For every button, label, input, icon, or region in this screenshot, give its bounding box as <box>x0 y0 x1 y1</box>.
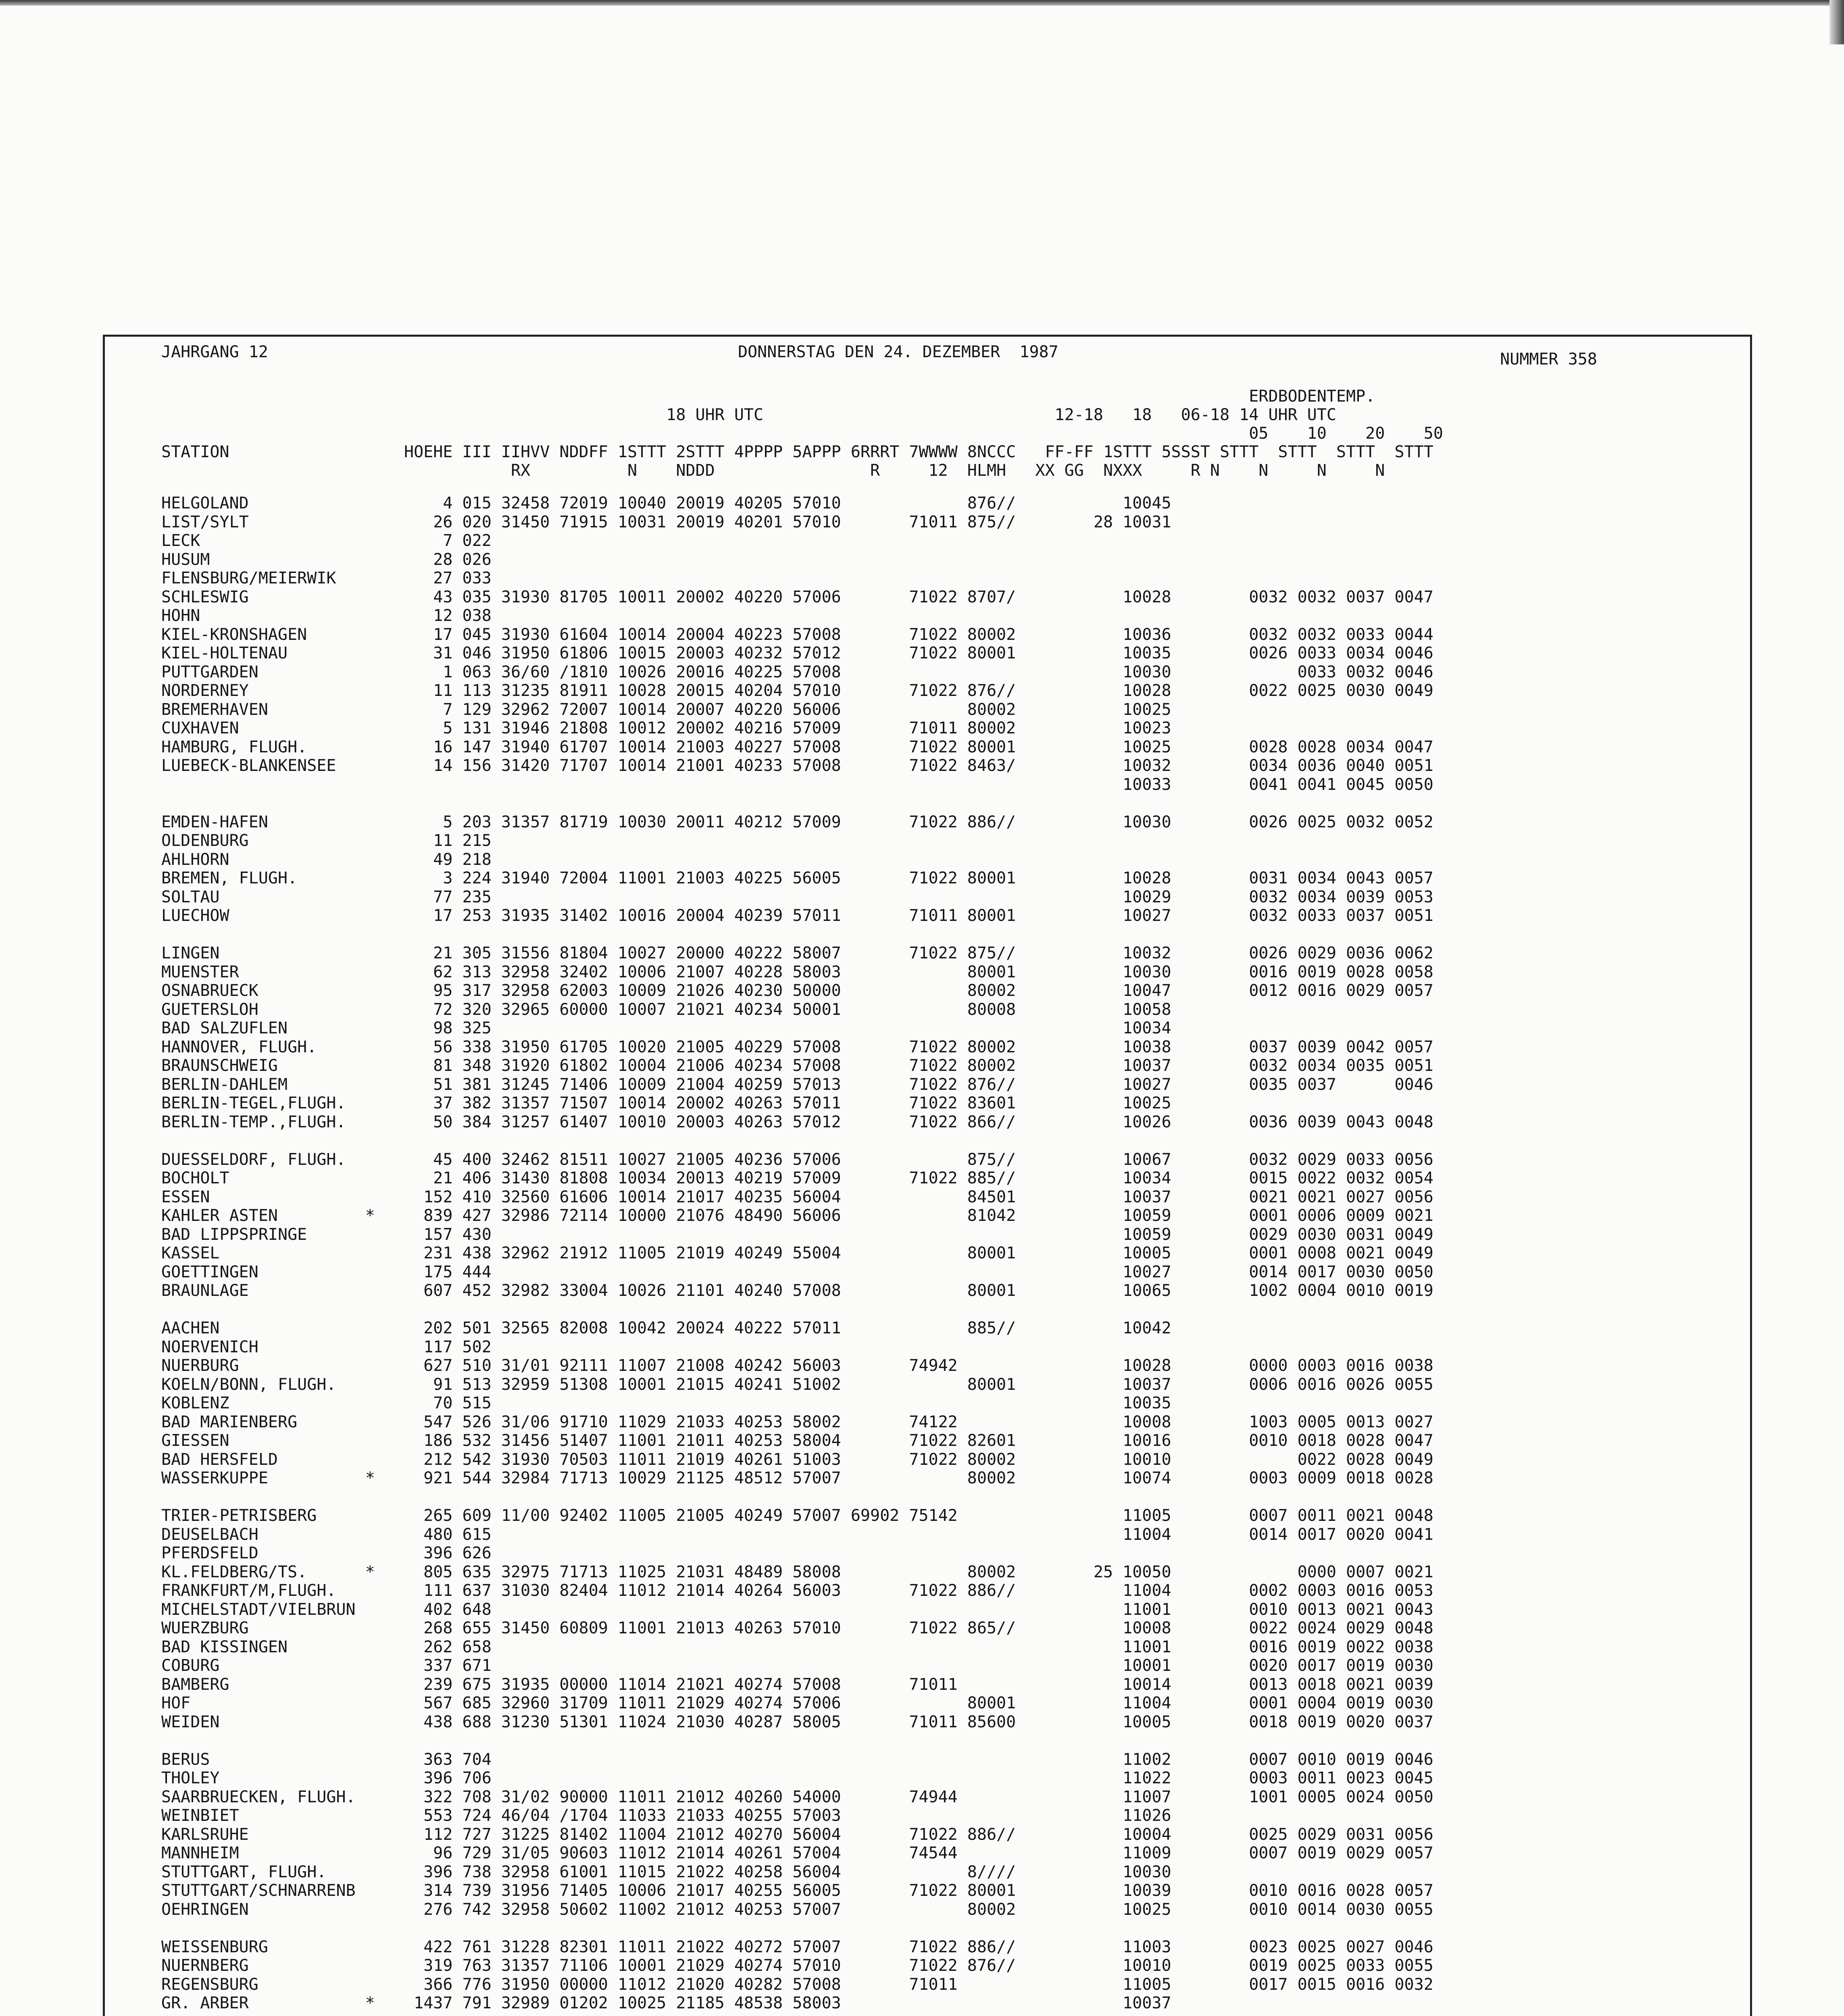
table-row: OEHRINGEN 276 742 32958 50602 11002 21012 40253 57007 80002 10025 0010 0014 0030 0055 <box>161 1900 1434 1919</box>
group-spacer <box>161 1300 1434 1319</box>
jahrgang-label: JAHRGANG 12 <box>161 343 268 361</box>
table-row: HAMBURG, FLUGH. 16 147 31940 61707 10014 21003 40227 57008 71022 80001 10025 0028 0028 0034 0047 <box>161 737 1434 756</box>
table-row: MANNHEIM 96 729 31/05 90603 11012 21014 40261 57004 74544 11009 0007 0019 0029 0057 <box>161 1844 1434 1862</box>
group-spacer <box>161 1919 1434 1938</box>
table-row: KASSEL 231 438 32962 21912 11005 21019 40249 55004 80001 10005 0001 0008 0021 0049 <box>161 1244 1434 1262</box>
table-row: WUERZBURG 268 655 31450 60809 11001 21013 40263 57010 71022 865// 10008 0022 0024 0029 0048 <box>161 1619 1434 1637</box>
table-row: TRIER-PETRISBERG 265 609 11/00 92402 11005 21005 40249 57007 69902 75142 11005 0007 0011 0021 0048 <box>161 1506 1434 1525</box>
table-row: LIST/SYLT 26 020 31450 71915 10031 20019 40201 57010 71011 875// 28 10031 <box>161 512 1171 531</box>
group-spacer <box>161 1131 1434 1150</box>
table-row: BAD KISSINGEN 262 658 11001 0016 0019 0022 0038 <box>161 1637 1434 1656</box>
table-row: BRAUNLAGE 607 452 32982 33004 10026 21101 40240 57008 80001 10065 1002 0004 0010 0019 <box>161 1281 1434 1300</box>
table-row: NUERBURG 627 510 31/01 92111 11007 21008 40242 56003 74942 10028 0000 0003 0016 0038 <box>161 1356 1434 1375</box>
scan-corner-shadow <box>1829 0 1844 44</box>
group-spacer <box>161 1731 1434 1750</box>
table-row: BAD MARIENBERG 547 526 31/06 91710 11029 21033 40253 58002 74122 10008 1003 0005 0013 0027 <box>161 1412 1434 1431</box>
table-row: GUETERSLOH 72 320 32965 60000 10007 21021 40234 50001 80008 10058 <box>161 1000 1171 1019</box>
table-row: BAMBERG 239 675 31935 00000 11014 21021 40274 57008 71011 10014 0013 0018 0021 0039 <box>161 1675 1434 1694</box>
table-row: KIEL-KRONSHAGEN 17 045 31930 61604 10014 20004 40223 57008 71022 80002 10036 0032 0032 0033 0044 <box>161 625 1434 644</box>
table-row: PUTTGARDEN 1 063 36/60 /1810 10026 20016 40225 57008 10030 0033 0032 0046 <box>161 662 1434 681</box>
scan-top-edge <box>0 0 1844 6</box>
table-row: FLENSBURG/MEIERWIK 27 033 <box>161 569 492 587</box>
table-row: GR. ARBER * 1437 791 32989 01202 10025 21185 48538 58003 10037 <box>161 1994 1171 2012</box>
column-header-line: ERDBODENTEMP. <box>161 387 1375 406</box>
group-spacer <box>161 925 1434 944</box>
table-row: HELGOLAND 4 015 32458 72019 10040 20019 40205 57010 876// 10045 <box>161 494 1171 512</box>
table-row: MICHELSTADT/VIELBRUN 402 648 11001 0010 0013 0021 0043 <box>161 1600 1434 1619</box>
table-row: SAARBRUECKEN, FLUGH. 322 708 31/02 90000 11011 21012 40260 54000 74944 11007 1001 0005 0024 0050 <box>161 1787 1434 1806</box>
table-row: BAD LIPPSPRINGE 157 430 10059 0029 0030 0031 0049 <box>161 1225 1434 1244</box>
table-row: BERLIN-DAHLEM 51 381 31245 71406 10009 21004 40259 57013 71022 876// 10027 0035 0037 0046 <box>161 1075 1434 1094</box>
column-header-line: RX N NDDD R 12 HLMH XX GG NXXX R N N N N <box>161 461 1385 480</box>
table-row: WEISSENBURG 422 761 31228 82301 11011 21022 40272 57007 71022 886// 11003 0023 0025 0027 0046 <box>161 1937 1434 1956</box>
table-row: BERUS 363 704 11002 0007 0010 0019 0046 <box>161 1750 1434 1769</box>
table-row: MUENSTER 62 313 32958 32402 10006 21007 40228 58003 80001 10030 0016 0019 0028 0058 <box>161 962 1434 981</box>
table-row: LECK 7 022 <box>161 531 492 550</box>
table-row: HOF 567 685 32960 31709 11011 21029 40274 57006 80001 11004 0001 0004 0019 0030 <box>161 1694 1434 1712</box>
column-header-line: 18 UHR UTC 12-18 18 06-18 14 UHR UTC <box>161 406 1336 424</box>
column-header-line: STATION HOEHE III IIHVV NDDFF 1STTT 2STTT 4PPPP 5APPP 6RRRT 7WWWW 8NCCC FF-FF 1STTT 5SSST STTT STTT STTT STTT <box>161 443 1434 461</box>
table-row: BERLIN-TEGEL,FLUGH. 37 382 31357 71507 10014 20002 40263 57011 71022 83601 10025 <box>161 1094 1171 1112</box>
table-row: BAD SALZUFLEN 98 325 10034 <box>161 1019 1171 1037</box>
table-row: NORDERNEY 11 113 31235 81911 10028 20015 40204 57010 71022 876// 10028 0022 0025 0030 0049 <box>161 681 1434 700</box>
table-row: BERLIN-TEMP.,FLUGH. 50 384 31257 61407 10010 20003 40263 57012 71022 866// 10026 0036 0039 0043 0048 <box>161 1112 1434 1131</box>
table-row: FRANKFURT/M,FLUGH. 111 637 31030 82404 11012 21014 40264 56003 71022 886// 11004 0002 0003 0016 0053 <box>161 1581 1434 1600</box>
table-row: 10033 0041 0041 0045 0050 <box>161 775 1434 794</box>
table-row: AACHEN 202 501 32565 82008 10042 20024 40222 57011 885// 10042 <box>161 1319 1171 1337</box>
table-row: WEINBIET 553 724 46/04 /1704 11033 21033 40255 57003 11026 <box>161 1806 1171 1825</box>
table-row: STUTTGART, FLUGH. 396 738 32958 61001 11015 21022 40258 56004 8//// 10030 <box>161 1862 1171 1881</box>
table-row: CUXHAVEN 5 131 31946 21808 10012 20002 40216 57009 71011 80002 10023 <box>161 719 1171 737</box>
table-row: WASSERKUPPE * 921 544 32984 71713 10029 21125 48512 57007 80002 10074 0003 0009 0018 0028 <box>161 1469 1434 1487</box>
table-row: BREMEN, FLUGH. 3 224 31940 72004 11001 21003 40225 56005 71022 80001 10028 0031 0034 0043 0057 <box>161 869 1434 887</box>
table-row: BRAUNSCHWEIG 81 348 31920 61802 10004 21006 40234 57008 71022 80002 10037 0032 0034 0035 0051 <box>161 1056 1434 1075</box>
table-row: THOLEY 396 706 11022 0003 0011 0023 0045 <box>161 1769 1434 1787</box>
table-row: HANNOVER, FLUGH. 56 338 31950 61705 10020 21005 40229 57008 71022 80002 10038 0037 0039 0042 0057 <box>161 1037 1434 1056</box>
table-row: BAD HERSFELD 212 542 31930 70503 11011 21019 40261 51003 71022 80002 10010 0022 0028 0049 <box>161 1450 1434 1469</box>
table-row: STUTTGART/SCHNARRENB 314 739 31956 71405 10006 21017 40255 56005 71022 80001 10039 0010 0016 0028 0057 <box>161 1881 1434 1900</box>
table-row: PFERDSFELD 396 626 <box>161 1544 492 1562</box>
table-row: OSNABRUECK 95 317 32958 62003 10009 21026 40230 50000 80002 10047 0012 0016 0029 0057 <box>161 981 1434 1000</box>
table-row: WEIDEN 438 688 31230 51301 11024 21030 40287 58005 71011 85600 10005 0018 0019 0020 0037 <box>161 1712 1434 1731</box>
group-spacer <box>161 1488 1434 1507</box>
table-row: EMDEN-HAFEN 5 203 31357 81719 10030 20011 40212 57009 71022 886// 10030 0026 0025 0032 0052 <box>161 812 1434 831</box>
table-row: LUECHOW 17 253 31935 31402 10016 20004 40239 57011 71011 80001 10027 0032 0033 0037 0051 <box>161 906 1434 925</box>
table-row: HUSUM 28 026 <box>161 550 492 569</box>
column-header-line: 05 10 20 50 <box>161 424 1443 443</box>
table-row: SCHLESWIG 43 035 31930 81705 10011 20002 40220 57006 71022 8707/ 10028 0032 0032 0037 0047 <box>161 587 1434 606</box>
table-row: ESSEN 152 410 32560 61606 10014 21017 40235 56004 84501 10037 0021 0021 0027 0056 <box>161 1187 1434 1206</box>
table-row: KARLSRUHE 112 727 31225 81402 11004 21012 40270 56004 71022 886// 10004 0025 0029 0031 0056 <box>161 1825 1434 1844</box>
table-row: KL.FELDBERG/TS. * 805 635 32975 71713 11025 21031 48489 58008 80002 25 10050 0000 0007 0021 <box>161 1562 1434 1581</box>
table-row: NUERNBERG 319 763 31357 71106 10001 21029 40274 57010 71022 876// 10010 0019 0025 0033 0055 <box>161 1956 1434 1975</box>
date-label: DONNERSTAG DEN 24. DEZEMBER 1987 <box>738 343 1058 361</box>
table-row: KOBLENZ 70 515 10035 <box>161 1394 1171 1412</box>
group-spacer <box>161 794 1434 813</box>
table-row: KIEL-HOLTENAU 31 046 31950 61806 10015 20003 40232 57012 71022 80001 10035 0026 0033 0034 0046 <box>161 644 1434 662</box>
table-row: GIESSEN 186 532 31456 51407 11001 21011 40253 58004 71022 82601 10016 0010 0018 0028 0047 <box>161 1431 1434 1450</box>
table-row: SOLTAU 77 235 10029 0032 0034 0039 0053 <box>161 887 1434 906</box>
table-row: KOELN/BONN, FLUGH. 91 513 32959 51308 10001 21015 40241 51002 80001 10037 0006 0016 0026 0055 <box>161 1375 1434 1394</box>
station-table <box>161 494 1434 2016</box>
table-row: HOHN 12 038 <box>161 606 492 625</box>
table-row: BREMERHAVEN 7 129 32962 72007 10014 20007 40220 56006 80002 10025 <box>161 700 1171 719</box>
table-row: REGENSBURG 366 776 31950 00000 11012 21020 40282 57008 71011 11005 0017 0015 0016 0032 <box>161 1975 1434 1994</box>
group-spacer <box>161 2013 1434 2016</box>
column-headers <box>161 387 1443 480</box>
table-row: NOERVENICH 117 502 <box>161 1337 492 1356</box>
table-row: COBURG 337 671 10001 0020 0017 0019 0030 <box>161 1656 1434 1675</box>
table-row: GOETTINGEN 175 444 10027 0014 0017 0030 0050 <box>161 1262 1434 1281</box>
table-row: LUEBECK-BLANKENSEE 14 156 31420 71707 10014 21001 40233 57008 71022 8463/ 10032 0034 0036 0040 0051 <box>161 756 1434 775</box>
table-row: DEUSELBACH 480 615 11004 0014 0017 0020 0041 <box>161 1525 1434 1544</box>
table-row: OLDENBURG 11 215 <box>161 831 492 850</box>
table-row: AHLHORN 49 218 <box>161 850 492 869</box>
table-row: KAHLER ASTEN * 839 427 32986 72114 10000 21076 48490 56006 81042 10059 0001 0006 0009 0021 <box>161 1206 1434 1225</box>
table-row: BOCHOLT 21 406 31430 81808 10034 20013 40219 57009 71022 885// 10034 0015 0022 0032 0054 <box>161 1169 1434 1187</box>
table-row: DUESSELDORF, FLUGH. 45 400 32462 81511 10027 21005 40236 57006 875// 10067 0032 0029 0033 0056 <box>161 1150 1434 1169</box>
issue-number: NUMMER 358 <box>1500 350 1597 369</box>
table-row: LINGEN 21 305 31556 81804 10027 20000 40222 58007 71022 875// 10032 0026 0029 0036 0062 <box>161 944 1434 962</box>
